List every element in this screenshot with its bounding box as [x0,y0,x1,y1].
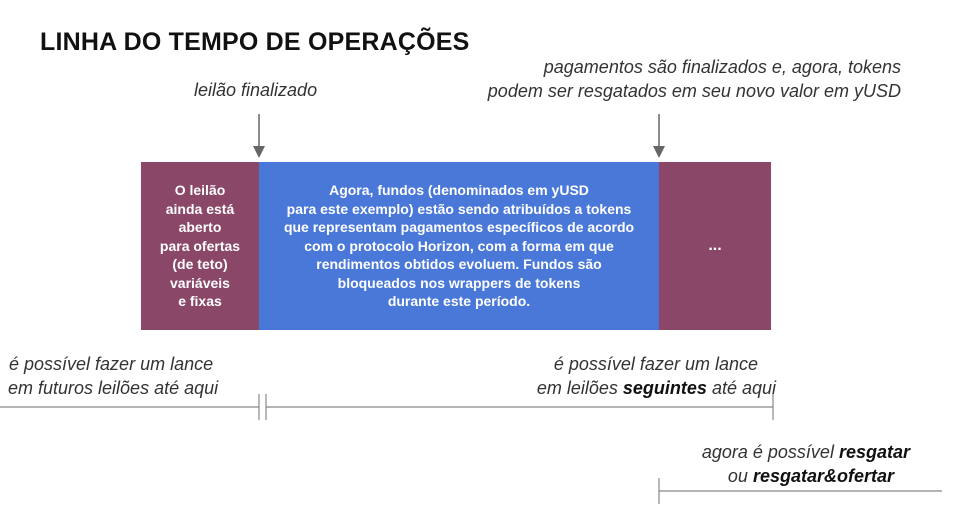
next-period-block [659,162,771,330]
funds-locked-block [259,162,659,330]
redeem-label: agora é possível resgatar ou resgatar&ofertar [701,442,910,486]
funds-locked-text: Agora, fundos (denominados em yUSD para este exemplo) estão sendo atribuídos a tokens que representam pagamentos específicos de acordo com o protocolo Horizon, com a forma em que rendimentos obtidos evoluem. Fundos são bloqueados nos wrappers de tokens durante este período. [283,182,635,310]
page-title: LINHA DO TEMPO DE OPERAÇÕES [40,28,470,56]
auction-open-text: O leilão ainda está aberto para ofertas (de teto) variáveis e fixas [159,182,241,310]
next-period-ellipsis: ... [708,236,722,254]
payments-finalized-line-1: pagamentos são finalizados e, agora, tokens [543,57,901,77]
next-bid-label: é possível fazer um lance em leilões seguintes até aqui [536,354,776,398]
payments-finalized-line-2: podem ser resgatados em seu novo valor em yUSD [487,81,901,101]
auction-open-block [141,162,259,330]
future-bid-label: é possível fazer um lance em futuros leilões até aqui [8,354,219,398]
auction-end-label: leilão finalizado [194,80,318,100]
